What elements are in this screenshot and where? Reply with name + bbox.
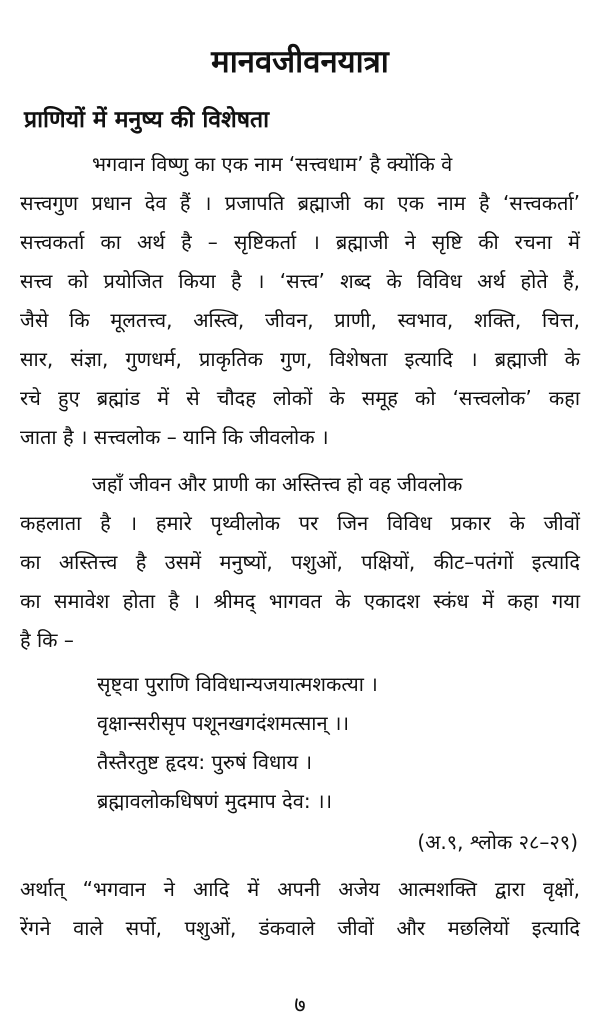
verse-line: ब्रह्मावलोकधिषणं मुदमाप देव: ।। [97,789,333,813]
verse-reference: (अ.९, श्लोक २८–२९) [417,830,578,854]
paragraph-line: जैसे कि मूलतत्त्व, अस्त्वि, जीवन, प्राणी, स्वभाव, शक्ति, चित्त, [20,308,580,332]
paragraph-line: रेंगने वाले सर्पो, पशुओं, डंकवाले जीवों और मछलियों इत्यादि [20,916,580,940]
paragraph-line: जहाँ जीवन और प्राणी का अस्तित्त्व हो वह जीवलोक [92,472,463,496]
paragraph-line: सत्त्व को प्रयोजित किया है । ‘सत्त्व’ शब्द के विविध अर्थ होते हैं, [20,269,580,293]
paragraph-line: सत्त्वकर्ता का अर्थ है – सृष्टिकर्ता । ब्रह्माजी ने सृष्टि की रचना में [20,230,580,254]
paragraph-line: भगवान विष्णु का एक नाम ‘सत्त्वधाम’ है क्योंकि वे [92,152,453,176]
page-title: मानवजीवनयात्रा [211,44,389,80]
paragraph-line: है कि – [20,628,74,652]
verse-line: वृक्षान्सरीसृप पशूनखगदंशमत्सान् ।। [97,711,350,735]
verse-line: सृष्ट्वा पुराणि विविधान्यजयात्मशकत्या । [97,672,378,696]
paragraph-line: रचे हुए ब्रह्मांड में से चौदह लोकों के समूह को ‘सत्त्वलोक’ कहा [20,386,580,410]
paragraph-line: अर्थात् “भगवान ने आदि में अपनी अजेय आत्मशक्ति द्वारा वृक्षों, [20,877,580,901]
paragraph-line: सत्त्वगुण प्रधान देव हैं । प्रजापति ब्रह्माजी का एक नाम है ‘सत्त्वकर्ता’ [20,191,580,215]
section-heading: प्राणियों में मनुष्य की विशेषता [24,107,270,133]
paragraph-line: सार, संज्ञा, गुणधर्म, प्राकृतिक गुण, विशेषता इत्यादि । ब्रह्माजी के [20,347,580,371]
paragraph-line: कहलाता है । हमारे पृथ्वीलोक पर जिन विविध प्रकार के जीवों [20,511,580,535]
page-number: ७ [294,993,306,1018]
verse-line: तैस्तैरतुष्ट हृदय: पुरुषं विधाय । [97,750,313,774]
paragraph-line: का अस्तित्त्व है उसमें मनुष्यों, पशुओं, पक्षियों, कीट–पतंगों इत्यादि [20,550,580,574]
paragraph-line: का समावेश होता है । श्रीमद् भागवत के एकादश स्कंध में कहा गया [20,589,580,613]
paragraph-line: जाता है । सत्त्वलोक – यानि कि जीवलोक । [20,425,329,449]
